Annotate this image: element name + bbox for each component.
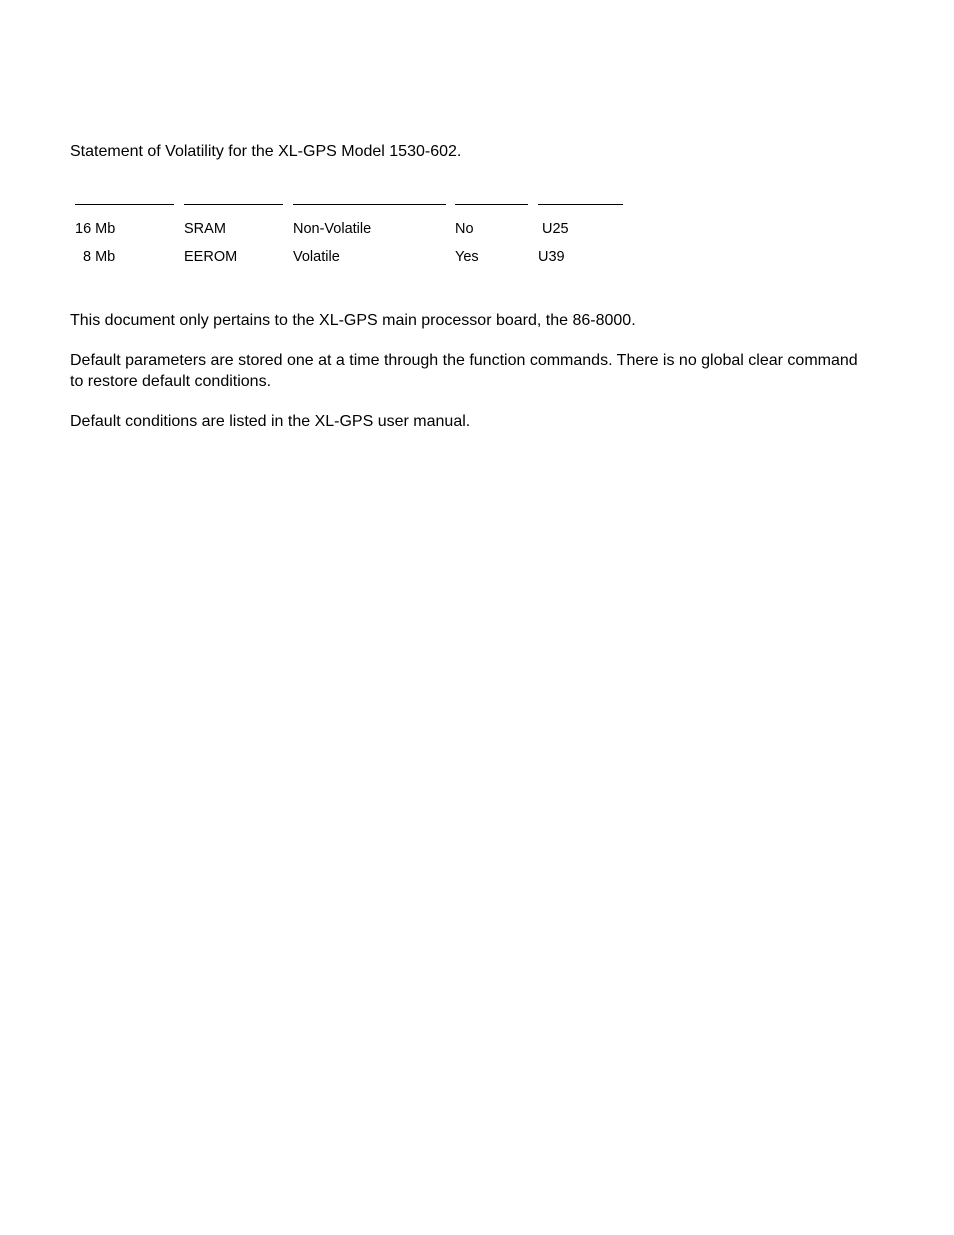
column-rule-size bbox=[75, 204, 174, 205]
table-cell: Yes bbox=[455, 249, 479, 265]
table-cell: Volatile bbox=[293, 249, 340, 265]
table-cell: SRAM bbox=[184, 221, 226, 237]
table-cell: 8 Mb bbox=[83, 249, 116, 265]
table-cell: U25 bbox=[542, 221, 569, 237]
table-cell: Non-Volatile bbox=[293, 221, 372, 237]
document-title: Statement of Volatility for the XL-GPS Model 1530-602. bbox=[70, 143, 462, 160]
table-cell: EEROM bbox=[184, 249, 238, 265]
column-rule-reference bbox=[538, 204, 623, 205]
paragraph-defaults: Default parameters are stored one at a time through the function commands. There is no global clear command to restore default conditions. bbox=[70, 352, 858, 390]
table-cell: No bbox=[455, 221, 474, 237]
column-rule-user-data bbox=[455, 204, 528, 205]
table-cell: 16 Mb bbox=[75, 221, 116, 237]
column-rule-type bbox=[184, 204, 283, 205]
paragraph-manual: Default conditions are listed in the XL-GPS user manual. bbox=[70, 413, 471, 430]
paragraph-scope: This document only pertains to the XL-GPS main processor board, the 86-8000. bbox=[70, 312, 636, 329]
column-rule-volatility bbox=[293, 204, 446, 205]
table-cell: U39 bbox=[538, 249, 565, 265]
